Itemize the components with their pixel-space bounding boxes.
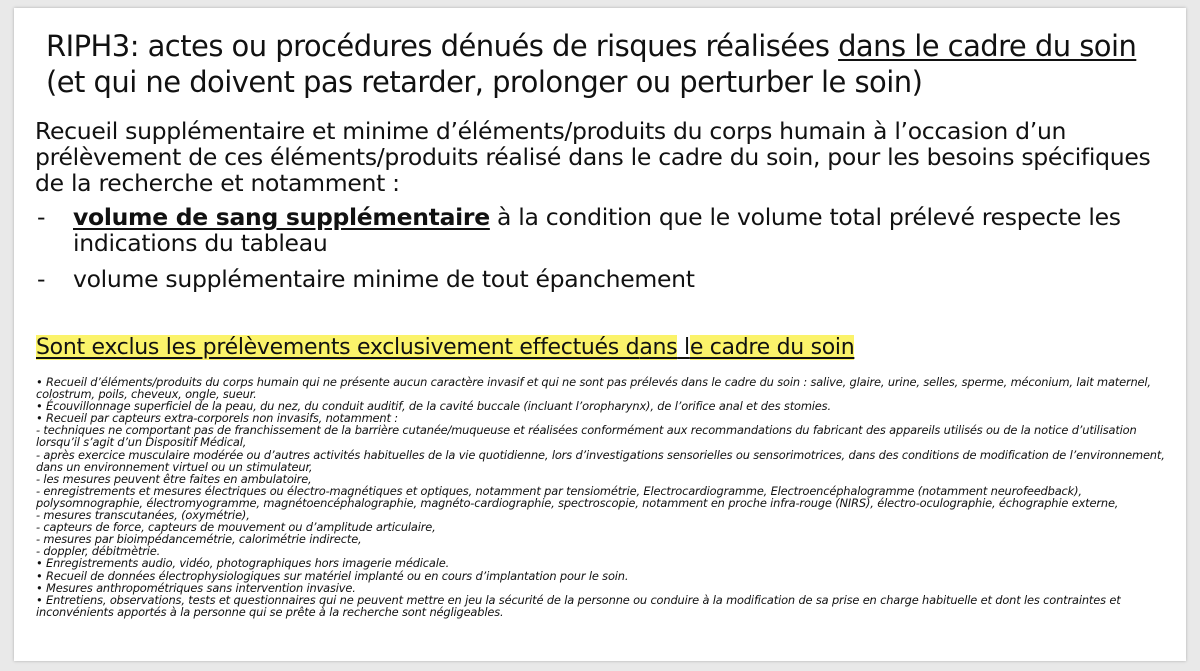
bullet-dash: -: [37, 265, 46, 293]
fine-print-line: • Enregistrements audio, vidéo, photographiques hors imagerie médicale.: [36, 556, 450, 571]
fine-print-line: - doppler, débitmètrie.: [36, 544, 161, 559]
bullet-dash: -: [37, 203, 46, 231]
bullet-list: [35, 204, 1155, 302]
fine-print-line: • Entretiens, observations, tests et questionnaires qui ne peuvent mettre en jeu la sécurité de la personne ou conduire à la modification de sa prise en charge habituelle et dont les contraintes et inconvénients apportés à la personne qui se prête à la recherche sont négligeables.: [36, 592, 1121, 619]
exclusion-highlight-3: e cadre du soin: [689, 335, 855, 360]
fine-print-line: • Recueil de données électrophysiologiques sur matériel implanté ou en cours d’implantation pour le soin.: [36, 568, 629, 583]
exclusion-highlight-1: Sont exclus les prélèvements exclusivement effectués d: [36, 335, 640, 360]
bullet-item: [35, 204, 1155, 256]
intro-paragraph: Recueil supplémentaire et minime d’éléments/produits du corps humain à l’occasion d’un prélèvement de ces éléments/produits réalisé dans le cadre du soin, pour les besoins spécifiques de la recherche et notamment :: [35, 117, 1151, 197]
title-suffix: (et qui ne doivent pas retarder, prolonger ou perturber le soin): [46, 65, 923, 99]
fine-print-line: • Recueil d’éléments/produits du corps humain qui ne présente aucun caractère invasif et qui ne sont pas prélevés dans le cadre du soin : salive, glaire, urine, selles, sperme, méconium, lait maternel, colostrum, poils, cheveux, ongle, sueur.: [36, 375, 1151, 402]
bullet-item: [35, 266, 1155, 292]
bullet-text: à la condition que le volume total prélevé respecte les indications du tableau: [73, 203, 1121, 257]
fine-print-line: - les mesures peuvent être faites en ambulatoire,: [36, 471, 312, 486]
fine-print-line: - capteurs de force, capteurs de mouvement ou d’amplitude articulaire,: [36, 520, 436, 535]
exclusion-plain: l: [677, 335, 690, 360]
fine-print-line: - techniques ne comportant pas de franchissement de la barrière cutanée/muqueuse et réalisées conformément aux recommandations du fabricant des appareils utilisés ou de la notice d’utilisation lorsqu’il s’agit d’un Dispositif Médical,: [36, 423, 1137, 450]
fine-print-line: - après exercice musculaire modérée ou d’autres activités habituelles de la vie quotidienne, lors d’investigations sensorielles ou sensorimotrices, dans des conditions de modification de l’environnement, dans un environnement virtuel ou un stimulateur,: [36, 447, 1165, 474]
slide-title: [46, 28, 1171, 100]
bullet-text: volume supplémentaire minime de tout épanchement: [73, 265, 695, 293]
fine-print-line: • Mesures anthropométriques sans intervention invasive.: [36, 580, 356, 595]
title-underlined: dans le cadre du soin: [838, 29, 1137, 63]
fine-print-line: - mesures transcutanées, (oxymétrie),: [36, 508, 250, 523]
exclusion-details: [36, 376, 1166, 618]
fine-print-line: • Écouvillonnage superficiel de la peau, du nez, du conduit auditif, de la cavité buccale (incluant l’oropharynx), de l’orifice anal et des stomies.: [36, 399, 831, 414]
fine-print-line: • Recueil par capteurs extra-corporels non invasifs, notamment :: [36, 411, 398, 426]
bullet-emphasis: volume de sang supplémentaire: [73, 203, 490, 231]
title-prefix: RIPH3: actes ou procédures dénués de risques réalisées: [46, 29, 839, 63]
fine-print-line: - enregistrements et mesures électriques ou électro-magnétiques et optiques, notamment par tensiométrie, Electrocardiogramme, Electroencéphalogramme (notamment neurofeedback), polysomnographie, électromyogramme, magnétoencéphalographie, magnéto-cardiographie, spectroscopie, notamment en proche infra-rouge (NIRS), électro-oculographie, échographie externe,: [36, 483, 1119, 510]
exclusion-highlight-2: ans: [639, 335, 678, 360]
exclusion-heading: [36, 334, 854, 362]
fine-print-line: - mesures par bioimpédancemétrie, calorimétrie indirecte,: [36, 532, 362, 547]
slide: [14, 8, 1186, 661]
